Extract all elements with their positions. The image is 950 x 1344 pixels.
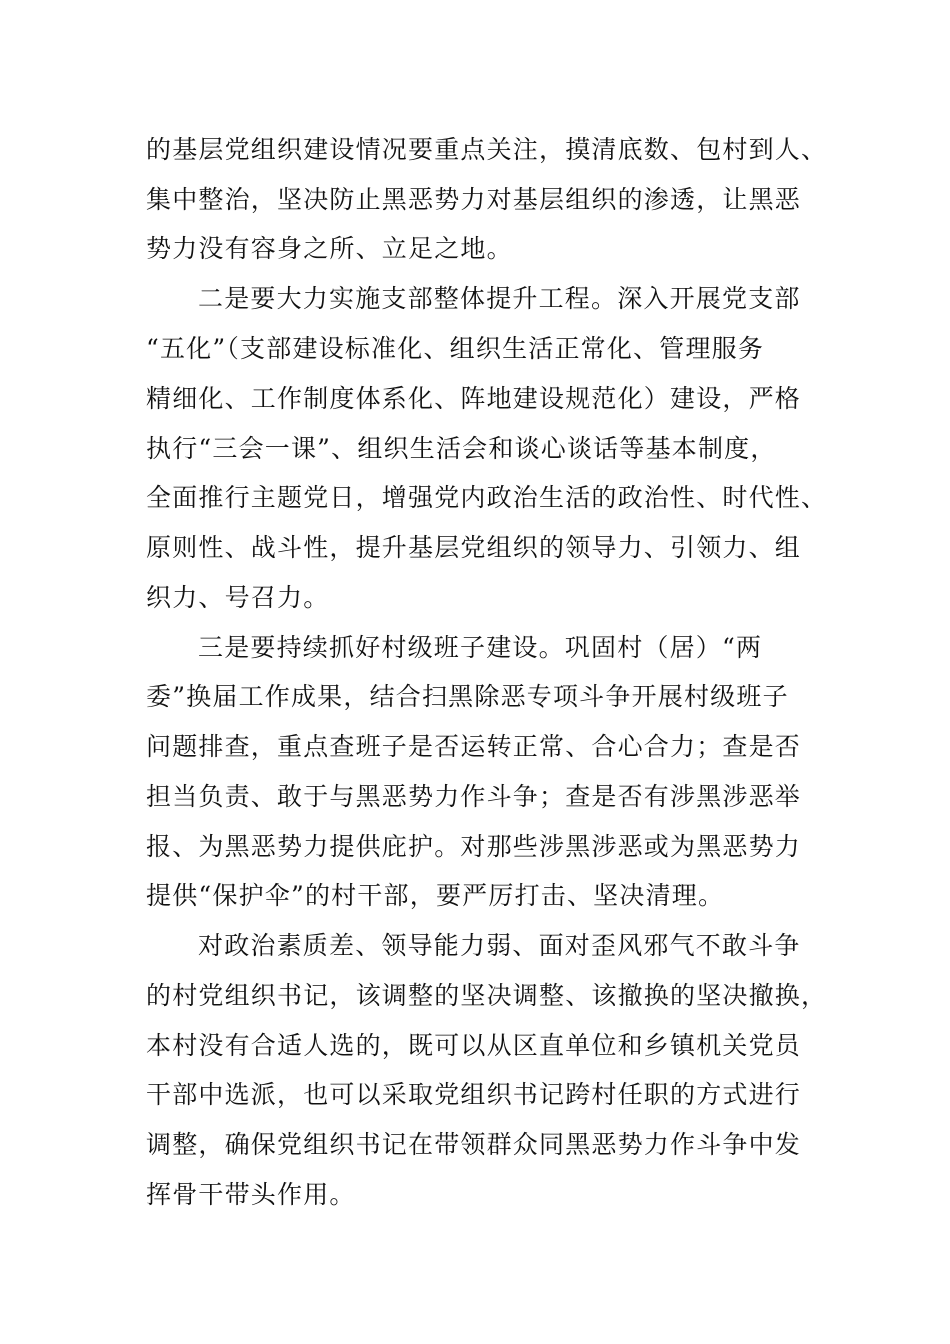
paragraph-4-line-1: 对政治素质差、领导能力弱、面对歪风邪气不敢斗争 bbox=[198, 931, 801, 960]
paragraph-4-line-3: 本村没有合适人选的，既可以从区直单位和乡镇机关党员 bbox=[146, 1031, 802, 1060]
paragraph-3-line-5: 报、为黑恶势力提供庇护。对那些涉黑涉恶或为黑恶势力 bbox=[146, 832, 802, 861]
paragraph-4-line-5: 调整，确保党组织书记在带领群众同黑恶势力作斗争中发 bbox=[146, 1130, 802, 1159]
paragraph-1-line-2: 集中整治，坚决防止黑恶势力对基层组织的渗透，让黑恶 bbox=[146, 185, 802, 214]
paragraph-2-line-4: 执行“三会一课”、组织生活会和谈心谈话等基本制度， bbox=[146, 434, 777, 463]
paragraph-1-line-3: 势力没有容身之所、立足之地。 bbox=[146, 234, 513, 263]
paragraph-2-line-3: 精细化、工作制度体系化、阵地建设规范化）建设，严格 bbox=[146, 384, 802, 413]
paragraph-4-line-2: 的村党组织书记，该调整的坚决调整、该撤换的坚决撤换， bbox=[146, 981, 828, 1010]
paragraph-4-line-4: 干部中选派，也可以采取党组织书记跨村任职的方式进行 bbox=[146, 1080, 802, 1109]
paragraph-3-line-4: 担当负责、敢于与黑恶势力作斗争；查是否有涉黑涉恶举 bbox=[146, 782, 802, 811]
paragraph-4-line-6: 挥骨干带头作用。 bbox=[146, 1180, 356, 1209]
paragraph-3-line-6: 提供“保护伞”的村干部，要严厉打击、坚决清理。 bbox=[146, 881, 725, 910]
paragraph-2-line-5: 全面推行主题党日，增强党内政治生活的政治性、时代性、 bbox=[146, 483, 828, 512]
paragraph-1-line-1: 的基层党组织建设情况要重点关注，摸清底数、包村到人、 bbox=[146, 135, 828, 164]
paragraph-3-line-2: 委”换届工作成果，结合扫黑除恶专项斗争开展村级班子 bbox=[146, 682, 789, 711]
paragraph-3-line-3: 问题排查，重点查班子是否运转正常、合心合力；查是否 bbox=[146, 732, 802, 761]
paragraph-3-line-1: 三是要持续抓好村级班子建设。巩固村（居）“两 bbox=[198, 633, 763, 662]
paragraph-2-line-6: 原则性、战斗性，提升基层党组织的领导力、引领力、组 bbox=[146, 533, 802, 562]
paragraph-2-line-7: 织力、号召力。 bbox=[146, 583, 330, 612]
paragraph-2-line-2: “五化”（支部建设标准化、组织生活正常化、管理服务 bbox=[146, 334, 765, 363]
paragraph-2-line-1: 二是要大力实施支部整体提升工程。深入开展党支部 bbox=[198, 284, 801, 313]
